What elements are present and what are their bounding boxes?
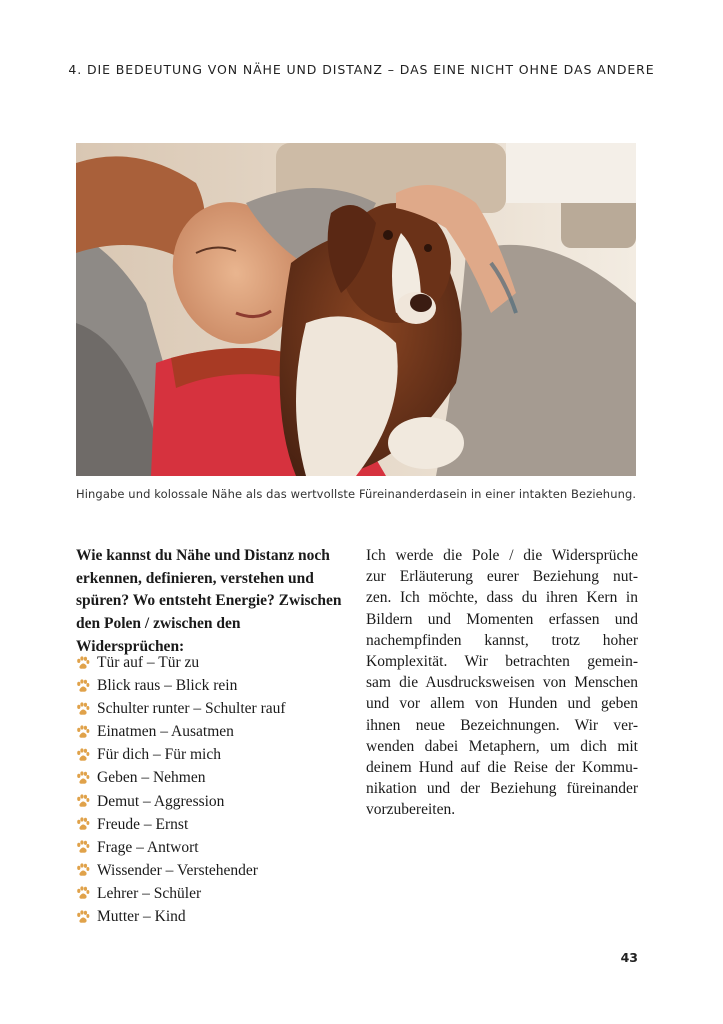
lead-question: [76, 545, 351, 659]
lead-line: den Polen / zwischen den Widersprüchen:: [76, 615, 241, 655]
running-header: 4. DIE BEDEUTUNG VON NÄHE UND DISTANZ – DAS EINE NICHT OHNE DAS ANDERE: [68, 62, 655, 77]
list-item: [76, 674, 286, 697]
right-column: [366, 545, 638, 821]
list-item-text: Lehrer – Schüler: [97, 884, 202, 902]
list-item-text: Tür auf – Tür zu: [97, 654, 200, 671]
list-item-text: Blick raus – Blick rein: [97, 677, 238, 695]
list-item-text: Freude – Ernst: [97, 815, 189, 833]
text-line: sam die Ausdrucksweisen von Menschen: [366, 674, 638, 692]
page-number: 43: [620, 950, 638, 965]
body-paragraph: [366, 545, 638, 821]
left-column: [76, 545, 351, 926]
paw-print-icon: [76, 863, 90, 877]
list-item: [76, 790, 286, 813]
text-line: wenden dabei Metaphern, um dich mit: [366, 737, 638, 755]
text-line: nachempfinden kannst, trotz hoher: [366, 631, 638, 649]
list-item-text: Wissender – Verstehender: [97, 861, 258, 879]
text-line: ihnen neue Bezeichnungen. Wir ver-: [366, 716, 638, 734]
list-item-text: Frage – Antwort: [97, 838, 199, 856]
list-item-text: Einatmen – Ausatmen: [97, 723, 234, 741]
text-line: vorzubereiten.: [366, 801, 456, 819]
paw-print-icon: [76, 910, 90, 924]
paw-print-icon: [76, 725, 90, 739]
list-item: [76, 859, 286, 882]
paw-print-icon: [76, 748, 90, 762]
lead-line: erkennen, definieren, verstehen und: [76, 569, 314, 587]
list-item: [76, 905, 286, 928]
text-line: zen. Ich möchte, dass du ihren Kern in: [366, 589, 638, 607]
list-item: [76, 836, 286, 859]
text-line: Ich werde die Pole / die Widersprüche: [366, 547, 638, 564]
list-item: [76, 743, 286, 766]
paw-print-icon: [76, 794, 90, 808]
text-line: nikation und der Beziehung füreinander: [366, 780, 638, 798]
text-line: und vor allem von Hunden und geben: [366, 695, 638, 713]
paw-print-icon: [76, 886, 90, 900]
paw-print-icon: [76, 702, 90, 716]
lead-line: Wie kannst du Nähe und Distanz noch: [76, 547, 330, 564]
text-line: zur Erläuterung eurer Beziehung nut-: [366, 568, 638, 586]
list-item: [76, 882, 286, 905]
list-item: [76, 720, 286, 743]
photo-woman-with-dog: [76, 143, 636, 476]
paw-print-icon: [76, 656, 90, 670]
paw-print-icon: [76, 840, 90, 854]
list-item: [76, 813, 286, 836]
text-line: Komplexität. Wir betrachten gemein-: [366, 653, 638, 671]
list-item-text: Geben – Nehmen: [97, 769, 206, 787]
list-item: [76, 651, 286, 674]
text-line: Bildern und Momenten erfassen und: [366, 610, 638, 628]
list-item: [76, 766, 286, 789]
polarity-list: [76, 651, 286, 928]
text-line: deinem Hund auf die Reise der Kommu-: [366, 759, 638, 777]
figure-caption: Hingabe und kolossale Nähe als das wertvollste Füreinanderdasein in einer intakten Beziehung.: [76, 487, 637, 501]
list-item-text: Demut – Aggression: [97, 792, 225, 810]
paw-print-icon: [76, 817, 90, 831]
paw-print-icon: [76, 771, 90, 785]
list-item-text: Für dich – Für mich: [97, 746, 221, 764]
lead-line: spüren? Wo entsteht Energie? Zwischen: [76, 592, 342, 610]
paw-print-icon: [76, 679, 90, 693]
list-item-text: Mutter – Kind: [97, 908, 186, 926]
list-item: [76, 697, 286, 720]
list-item-text: Schulter runter – Schulter rauf: [97, 700, 286, 718]
